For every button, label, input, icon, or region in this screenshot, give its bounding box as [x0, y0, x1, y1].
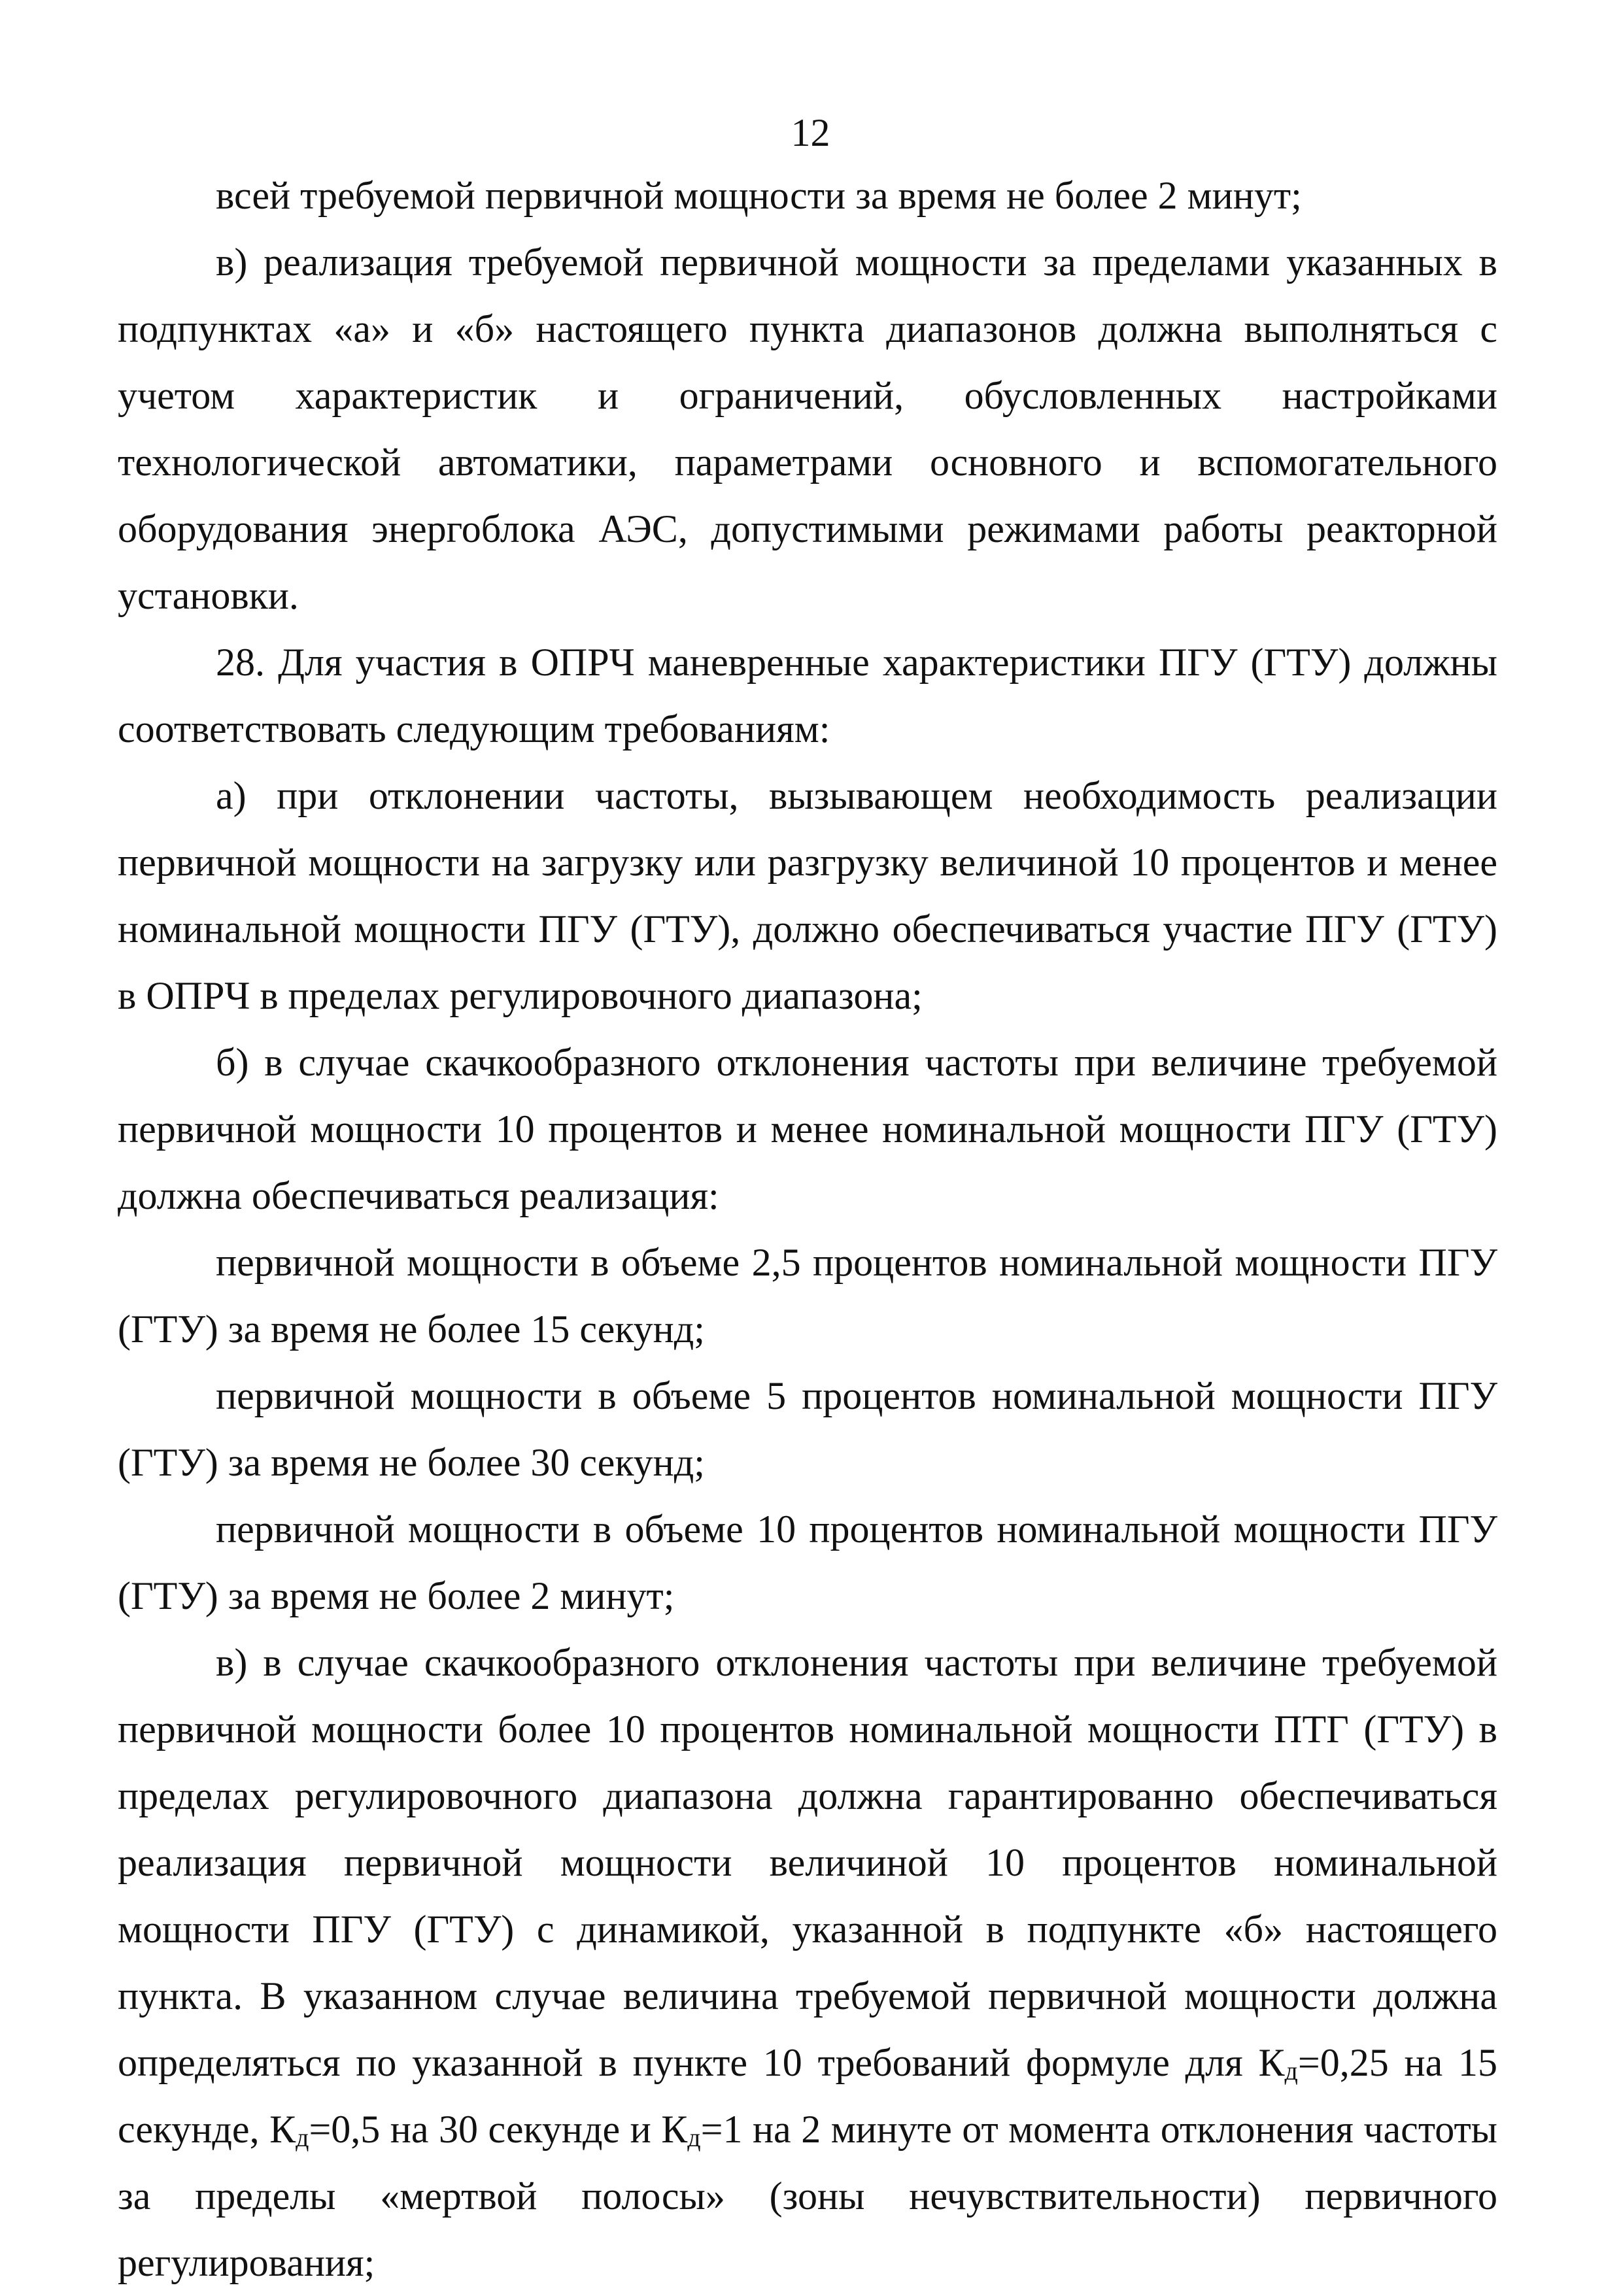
document-body — [118, 162, 1497, 2296]
paragraph-28b-item-3: первичной мощности в объеме 10 процентов номинальной мощности ПГУ (ГТУ) за время не более 2 минут; — [118, 1508, 1497, 1617]
paragraph-28v — [118, 1629, 1497, 2296]
paragraph-28v-text-c: =0,5 на 30 секунде и К — [309, 2108, 688, 2151]
paragraph-28b: б) в случае скачкообразного отклонения частоты при величине требуемой первичной мощности 10 процентов и менее номинальной мощности ПГУ (ГТУ) должна обеспечиваться реализация: — [118, 1041, 1497, 1217]
page-number: 12 — [791, 111, 830, 154]
paragraph-28b-item-1: первичной мощности в объеме 2,5 процентов номинальной мощности ПГУ (ГТУ) за время не более 15 секунд; — [118, 1241, 1497, 1351]
subscript-d-2: д — [296, 2123, 309, 2152]
paragraph-continuation: всей требуемой первичной мощности за время не более 2 минут; — [216, 174, 1302, 217]
paragraph-28b-item-2: первичной мощности в объеме 5 процентов номинальной мощности ПГУ (ГТУ) за время не более 30 секунд; — [118, 1374, 1497, 1484]
paragraph-28: 28. Для участия в ОПРЧ маневренные характеристики ПГУ (ГТУ) должны соответствовать следующим требованиям: — [118, 641, 1497, 751]
paragraph-28a: а) при отклонении частоты, вызывающем необходимость реализации первичной мощности на загрузку или разгрузку величиной 10 процентов и менее номинальной мощности ПГУ (ГТУ), должно обеспечиваться участие ПГУ (ГТУ) в ОПРЧ в пределах регулировочного диапазона; — [118, 774, 1497, 1017]
subscript-d-3: д — [687, 2123, 701, 2152]
subscript-d-1: д — [1284, 2056, 1298, 2085]
paragraph-27v: в) реализация требуемой первичной мощности за пределами указанных в подпунктах «а» и «б» настоящего пункта диапазонов должна выполняться с учетом характеристик и ограничений, обусловленных настройками технологической автоматики, параметрами основного и вспомогательного оборудования энергоблока АЭС, допустимыми режимами работы реакторной установки. — [118, 241, 1497, 617]
paragraph-28v-text-d: =1 на 2 минуте от момента отклонения частоты за пределы «мертвой полосы» (зоны нечувствительности) первичного регулирования; — [118, 2108, 1497, 2284]
paragraph-28v-text-a: в) в случае скачкообразного отклонения частоты при величине требуемой первичной мощности более 10 процентов номинальной мощности ПТГ (ГТУ) в пределах регулировочного диапазона должна гарантированно обеспечиваться реализация первичной мощности величиной 10 процентов номинальной мощности ПГУ (ГТУ) с динамикой, указанной в подпункте «б» настоящего пункта. В указанном случае величина требуемой первичной мощности должна определяться по указанной в пункте 10 требований формуле для К — [118, 1641, 1497, 2084]
paragraph-28v-text-b: =0,25 на 15 секунде, К — [118, 2041, 1498, 2151]
